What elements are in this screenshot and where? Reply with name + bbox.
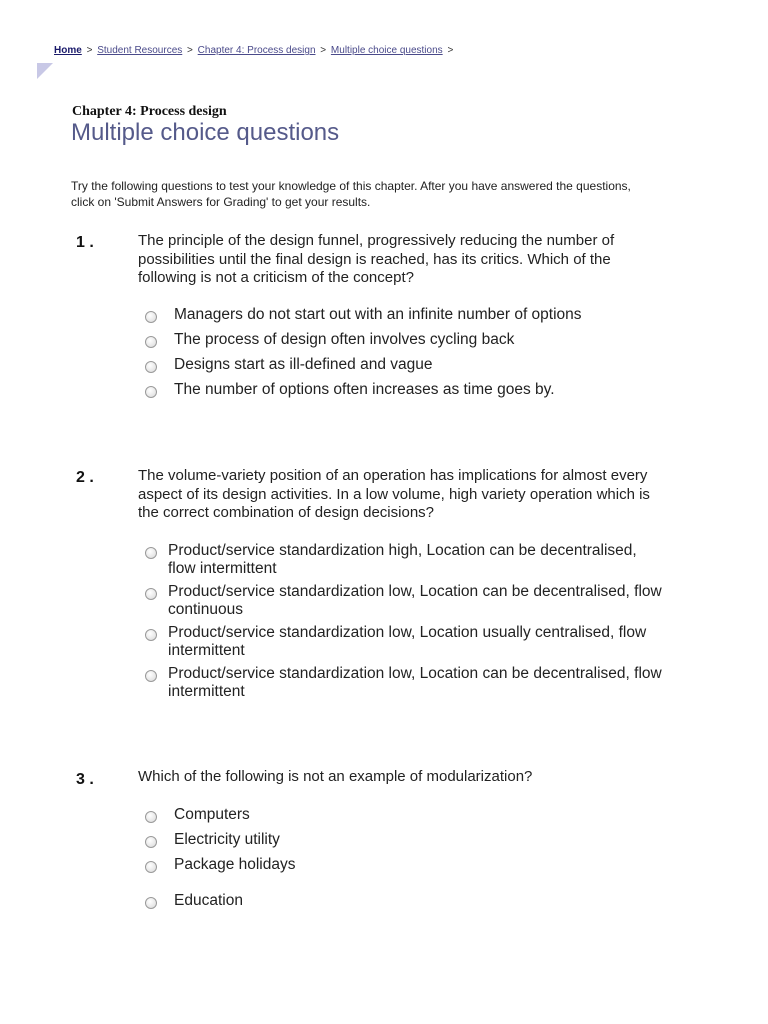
option-label: Managers do not start out with an infinite number of options [174, 306, 582, 323]
option-label: Product/service standardization low, Location can be decentralised, flow continuous [168, 583, 662, 618]
option-label: The process of design often involves cycling back [174, 331, 515, 348]
question-text: Which of the following is not an example of modularization? [138, 768, 533, 785]
answer-option[interactable] [145, 306, 582, 324]
option-label: Electricity utility [174, 831, 280, 848]
question-number: 3 . [76, 771, 94, 788]
option-label: Product/service standardization low, Location can be decentralised, flow intermittent [168, 665, 662, 700]
intro-text: Try the following questions to test your knowledge of this chapter. After you have answered the questions, click on 'Submit Answers for Grading' to get your results. [71, 179, 631, 209]
radio-button[interactable] [145, 670, 157, 682]
question-number: 2 . [76, 469, 94, 486]
answer-option[interactable] [145, 892, 243, 910]
answer-option[interactable] [145, 665, 665, 701]
breadcrumb-home-link[interactable]: Home [54, 45, 82, 56]
radio-button[interactable] [145, 836, 157, 848]
radio-button[interactable] [145, 588, 157, 600]
answer-option[interactable] [145, 356, 432, 374]
breadcrumb [54, 45, 455, 56]
answer-option[interactable] [145, 856, 296, 874]
option-label: Computers [174, 806, 250, 823]
breadcrumb-separator: > [320, 45, 327, 56]
page-title: Multiple choice questions [71, 119, 340, 146]
answer-option[interactable] [145, 542, 665, 578]
breadcrumb-chapter-link[interactable]: Chapter 4: Process design [197, 45, 316, 56]
radio-button[interactable] [145, 311, 157, 323]
question-number: 1 . [76, 234, 94, 251]
corner-decoration [37, 63, 53, 79]
radio-button[interactable] [145, 811, 157, 823]
option-label: Package holidays [174, 856, 296, 873]
option-label: Education [174, 892, 243, 909]
radio-button[interactable] [145, 361, 157, 373]
question-text: The principle of the design funnel, progressively reducing the number of possibilities until the final design is reached, has its critics. Which of the following is not a criticism of the concept? [138, 232, 615, 286]
breadcrumb-student-resources-link[interactable]: Student Resources [97, 45, 183, 56]
radio-button[interactable] [145, 897, 157, 909]
option-label: Product/service standardization high, Location can be decentralised, flow intermittent [168, 542, 637, 577]
radio-button[interactable] [145, 336, 157, 348]
question-text: The volume-variety position of an operation has implications for almost every aspect of its design activities. In a low volume, high variety operation which is the correct combination of design decisions? [138, 467, 650, 521]
option-label: The number of options often increases as time goes by. [174, 381, 555, 398]
answer-option[interactable] [145, 806, 250, 824]
breadcrumb-separator: > [86, 45, 93, 56]
option-label: Product/service standardization low, Location usually centralised, flow intermittent [168, 624, 647, 659]
chapter-label: Chapter 4: Process design [72, 104, 227, 119]
answer-option[interactable] [145, 381, 555, 399]
answer-option[interactable] [145, 624, 665, 660]
option-label: Designs start as ill-defined and vague [174, 356, 433, 373]
answer-option[interactable] [145, 583, 665, 619]
radio-button[interactable] [145, 547, 157, 559]
breadcrumb-separator: > [447, 45, 454, 56]
radio-button[interactable] [145, 861, 157, 873]
breadcrumb-separator: > [187, 45, 193, 56]
answer-option[interactable] [145, 831, 280, 849]
radio-button[interactable] [145, 629, 157, 641]
answer-option[interactable] [145, 331, 514, 349]
radio-button[interactable] [145, 386, 157, 398]
breadcrumb-mcq-link[interactable]: Multiple choice questions [330, 45, 443, 56]
